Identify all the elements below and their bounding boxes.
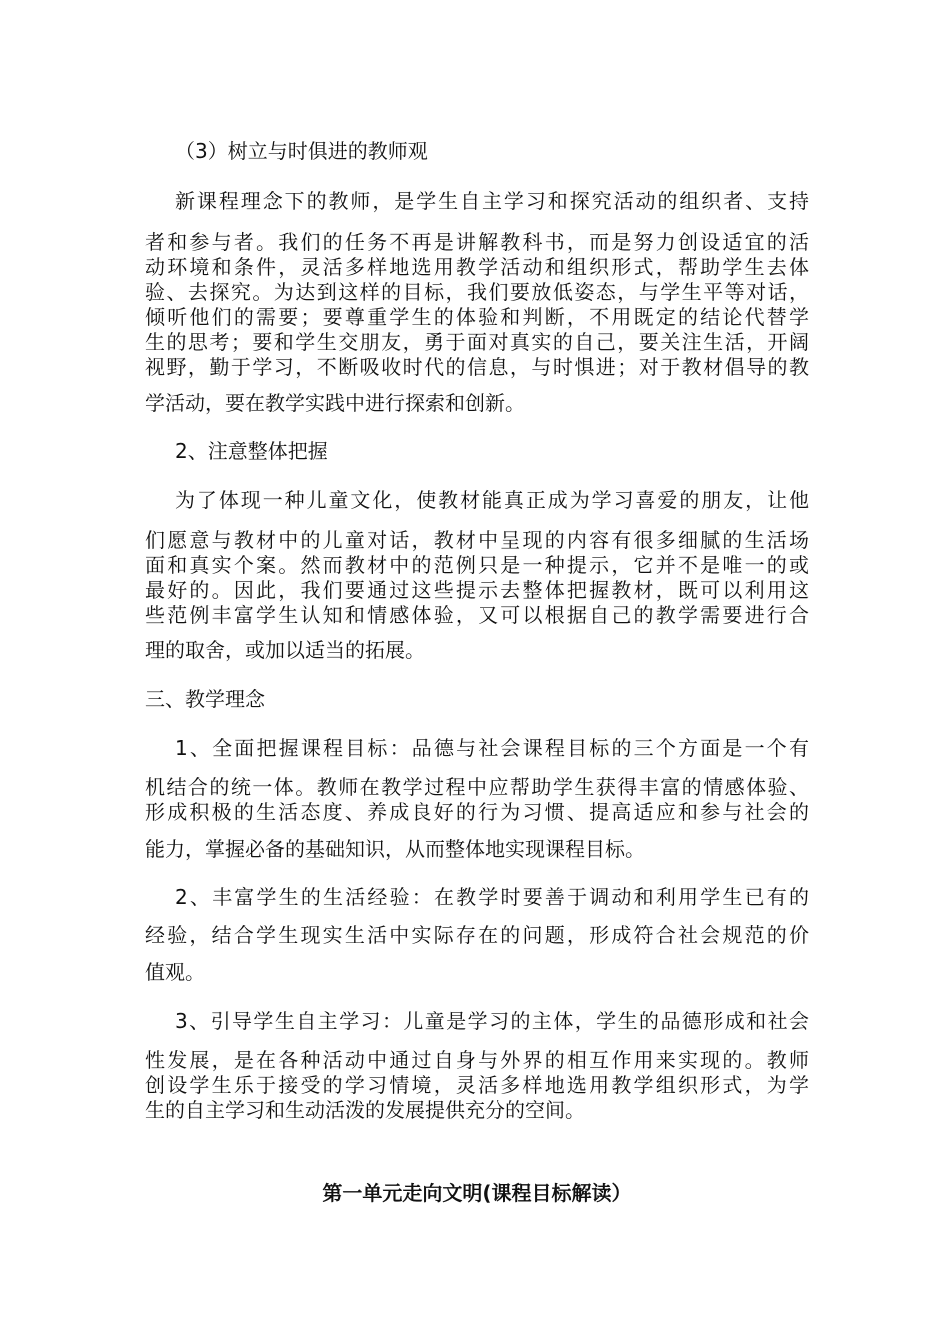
paragraph-line: 视野，勤于学习，不断吸收时代的信息，与时惧进；对于教材倡导的教 (145, 355, 809, 379)
paragraph-line: 生的自主学习和生动活泼的发展提供充分的空间。 (145, 1098, 585, 1122)
section-heading-teacher-view: （3）树立与时俱进的教师观 (175, 139, 428, 163)
paragraph-line: 者和参与者。我们的任务不再是讲解教科书，而是努力创设适宜的活 (145, 230, 809, 254)
unit-title: 第一单元走向文明(课程目标解读） (322, 1181, 632, 1205)
paragraph-line: 3、引导学生自主学习：儿童是学习的主体，学生的品德形成和社会 (175, 1009, 809, 1033)
paragraph-line: 新课程理念下的教师，是学生自主学习和探究活动的组织者、支持 (175, 189, 809, 213)
paragraph-line: 经验，结合学生现实生活中实际存在的问题，形成符合社会规范的价 (145, 923, 809, 947)
paragraph-line: 值观。 (145, 960, 205, 984)
part-heading-teaching-philosophy: 三、教学理念 (145, 687, 265, 711)
paragraph-line: 性发展，是在各种活动中通过自身与外界的相互作用来实现的。教师 (145, 1048, 809, 1072)
paragraph-line: 们愿意与教材中的儿童对话，教材中呈现的内容有很多细腻的生活场 (145, 528, 809, 552)
paragraph-line: 验、去探究。为达到这样的目标，我们要放低姿态，与学生平等对话， (145, 280, 809, 304)
paragraph-line: 创设学生乐于接受的学习情境，灵活多样地选用教学组织形式，为学 (145, 1073, 809, 1097)
paragraph-line: 为了体现一种儿童文化，使教材能真正成为学习喜爱的朋友，让他 (175, 488, 809, 512)
paragraph-line: 形成积极的生活态度、养成良好的行为习惯、提高适应和参与社会的 (145, 800, 809, 824)
paragraph-line: 学活动，要在教学实践中进行探索和创新。 (145, 391, 525, 415)
paragraph-line: 动环境和条件，灵活多样地选用教学活动和组织形式，帮助学生去体 (145, 255, 809, 279)
paragraph-line: 些范例丰富学生认知和情感体验，又可以根据自己的教学需要进行合 (145, 603, 809, 627)
paragraph-line: 1、全面把握课程目标：品德与社会课程目标的三个方面是一个有 (175, 736, 809, 760)
paragraph-line: 生的思考；要和学生交朋友，勇于面对真实的自己，要关注生活，开阔 (145, 330, 809, 354)
paragraph-line: 倾听他们的需要；要尊重学生的体验和判断，不用既定的结论代替学 (145, 305, 809, 329)
paragraph-line: 最好的。因此，我们要通过这些提示去整体把握教材，既可以利用这 (145, 578, 809, 602)
section-heading-holistic: 2、注意整体把握 (175, 439, 328, 463)
paragraph-line: 机结合的统一体。教师在教学过程中应帮助学生获得丰富的情感体验、 (145, 775, 809, 799)
paragraph-line: 能力，掌握必备的基础知识，从而整体地实现课程目标。 (145, 837, 645, 861)
paragraph-line: 理的取舍，或加以适当的拓展。 (145, 638, 425, 662)
paragraph-line: 2、丰富学生的生活经验：在教学时要善于调动和利用学生已有的 (175, 885, 809, 909)
paragraph-line: 面和真实个案。然而教材中的范例只是一种提示，它并不是唯一的或 (145, 553, 809, 577)
